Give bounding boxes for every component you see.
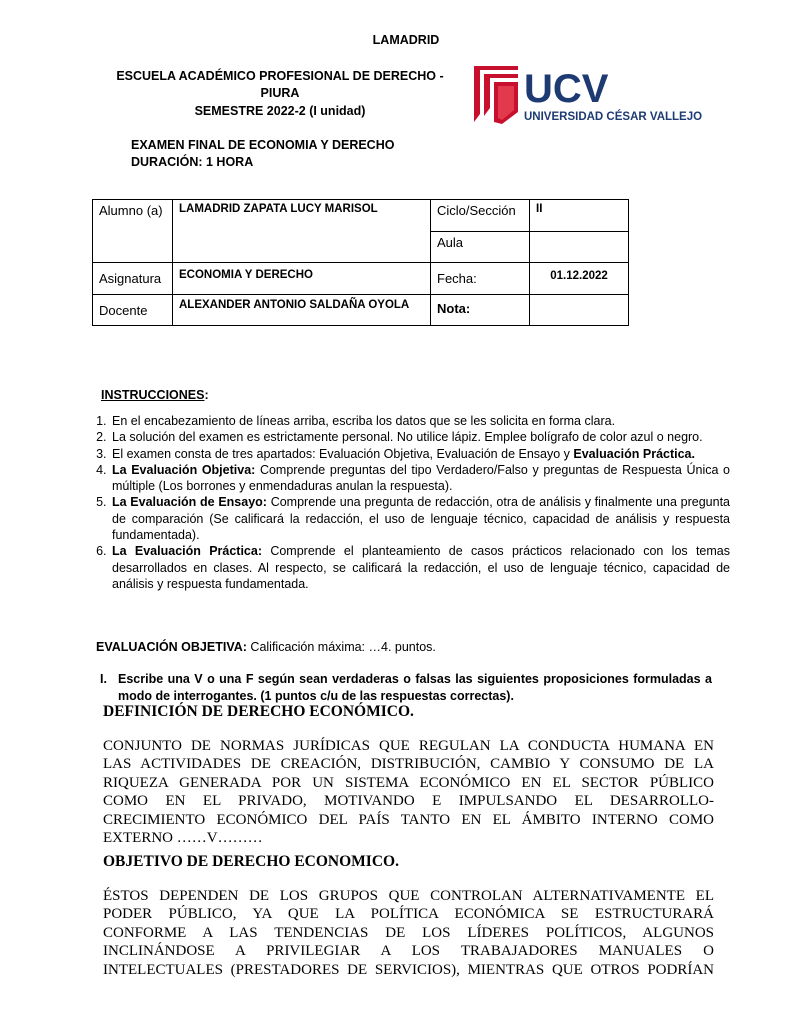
instruction-text: El examen consta de tres apartados: Evaluación Objetiva, Evaluación de Ensayo y: [112, 446, 570, 461]
objective-score-text: Calificación máxima: …4. puntos.: [246, 640, 436, 654]
docente-value[interactable]: ALEXANDER ANTONIO SALDAÑA OYOLA: [173, 295, 431, 326]
objective-law-title: OBJETIVO DE DERECHO ECONOMICO.: [103, 853, 399, 870]
instruction-item: [110, 446, 730, 462]
aula-label: Aula: [431, 232, 530, 263]
definition-line: LAS ACTIVIDADES DE CREACIÓN, DISTRIBUCIÓN, CAMBIO Y CONSUMO DE LA: [103, 756, 714, 773]
definition-line: RIQUEZA GENERADA POR UN SISTEMA ECONÓMICO EN EL SECTOR PÚBLICO: [103, 774, 714, 791]
docente-label: Docente: [93, 295, 173, 326]
asignatura-value[interactable]: ECONOMIA Y DERECHO: [173, 263, 431, 295]
objective-law-line: ÉSTOS DEPENDEN DE LOS GRUPOS QUE CONTROLAN ALTERNATIVAMENTE EL: [103, 888, 714, 904]
ciclo-label: Ciclo/Sección: [431, 200, 530, 232]
objective-law-line: CONFORME A LAS TENDENCIAS DE LOS LÍDERES POLÍTICOS, ALGUNOS: [103, 924, 714, 941]
asignatura-label: Asignatura: [93, 263, 173, 295]
alumno-value[interactable]: LAMADRID ZAPATA LUCY MARISOL: [173, 200, 431, 263]
nota-value[interactable]: [530, 295, 629, 326]
instruction-item: [110, 494, 730, 543]
school-name-line1: ESCUELA ACADÉMICO PROFESIONAL DE DERECHO -: [116, 69, 444, 83]
instructions-title-text: INSTRUCCIONES: [101, 388, 205, 402]
student-info-table: [92, 199, 629, 326]
ucv-shield-icon: [474, 66, 518, 124]
instruction-text: Comprende una pregunta de redacción, otra de análisis y finalmente una pregunta de comparación (Se calificará la redacción, el uso de lenguaje técnico, capacidad de análisis y respuesta fundamentada).: [112, 495, 730, 543]
semester-label: SEMESTRE 2022-2 (I unidad): [194, 104, 366, 118]
ucv-logo-short: UCV: [524, 67, 609, 111]
definition-title: DEFINICIÓN DE DERECHO ECONÓMICO.: [103, 703, 414, 720]
alumno-label: Alumno (a): [93, 200, 173, 263]
instruction-bold: La Evaluación Práctica:: [112, 544, 262, 559]
instruction-item: 1. En el encabezamiento de líneas arriba, escriba los datos que se les solicita en forma clara.: [110, 413, 730, 429]
objective-law-line: INCLINÁNDOSE A PRIVILEGIAR A LOS TRABAJADORES MANUALES O: [103, 943, 714, 960]
definition-text: [103, 737, 714, 847]
page-header-name: LAMADRID: [372, 33, 440, 47]
fecha-value[interactable]: 01.12.2022: [530, 263, 629, 295]
objective-law-text: [103, 887, 714, 978]
exam-duration: DURACIÓN: 1 HORA: [131, 155, 254, 169]
aula-value[interactable]: [530, 232, 629, 263]
instructions-list: [92, 413, 730, 592]
instruction-bold: Evaluación Práctica.: [573, 446, 695, 461]
instruction-text: Comprende el planteamiento de casos prácticos relacionado con los temas desarrollados en clases. Al respecto, se calificará la redacción, el uso de lenguaje técnico, capacidad de análisis y respuesta fundamentada.: [112, 544, 730, 591]
objective-label: EVALUACIÓN OBJETIVA:: [96, 640, 247, 654]
fecha-label: Fecha:: [431, 263, 530, 295]
definition-line: CONJUNTO DE NORMAS JURÍDICAS QUE REGULAN LA CONDUCTA HUMANA EN: [103, 738, 714, 754]
school-name-line2: PIURA: [260, 86, 300, 100]
objective-law-line: PODER PÚBLICO, YA QUE LA POLÍTICA ECONÓMICA SE ESTRUCTURARÁ: [103, 906, 714, 923]
definition-line: COMO EN EL PRIVADO, MOTIVANDO E IMPULSANDO EL DESARROLLO-: [103, 793, 714, 810]
objective-evaluation-heading: [96, 640, 436, 654]
instruction-bold: La Evaluación Objetiva:: [112, 462, 256, 477]
nota-label: Nota:: [431, 295, 530, 326]
ucv-logo: [472, 64, 703, 126]
instructions-title-colon: :: [204, 388, 209, 402]
definition-line: CRECIMIENTO ECONÓMICO DEL PAÍS TANTO EN EL ÁMBITO INTERNO COMO: [103, 811, 714, 828]
question-1: [100, 671, 712, 704]
question-number: I.: [100, 672, 107, 686]
instruction-bold: La Evaluación de Ensayo:: [112, 495, 267, 510]
instruction-text: Comprende preguntas del tipo Verdadero/Falso y preguntas de Respuesta Única o múltiple (Los borrones y enmendaduras anulan la respuesta).: [112, 462, 730, 494]
exam-title: EXAMEN FINAL DE ECONOMIA Y DERECHO: [131, 138, 395, 152]
ucv-logo-full: UNIVERSIDAD CÉSAR VALLEJO: [524, 111, 703, 123]
definition-answer-line[interactable]: EXTERNO ……V………: [103, 830, 263, 847]
instruction-item: [110, 462, 730, 495]
objective-law-line: INTELECTUALES (PRESTADORES DE SERVICIOS), MIENTRAS QUE OTROS PODRÍAN: [103, 961, 714, 978]
instruction-item: [110, 543, 730, 592]
ciclo-value[interactable]: II: [530, 200, 629, 232]
instructions-title: [101, 388, 209, 402]
instruction-item: 2. La solución del examen es estrictamente personal. No utilice lápiz. Emplee bolígrafo de color azul o negro.: [110, 429, 730, 445]
question-text: Escribe una V o una F según sean verdaderas o falsas las siguientes proposiciones formuladas a modo de interrogantes. (1 puntos c/u de las respuestas correctas).: [118, 672, 712, 703]
